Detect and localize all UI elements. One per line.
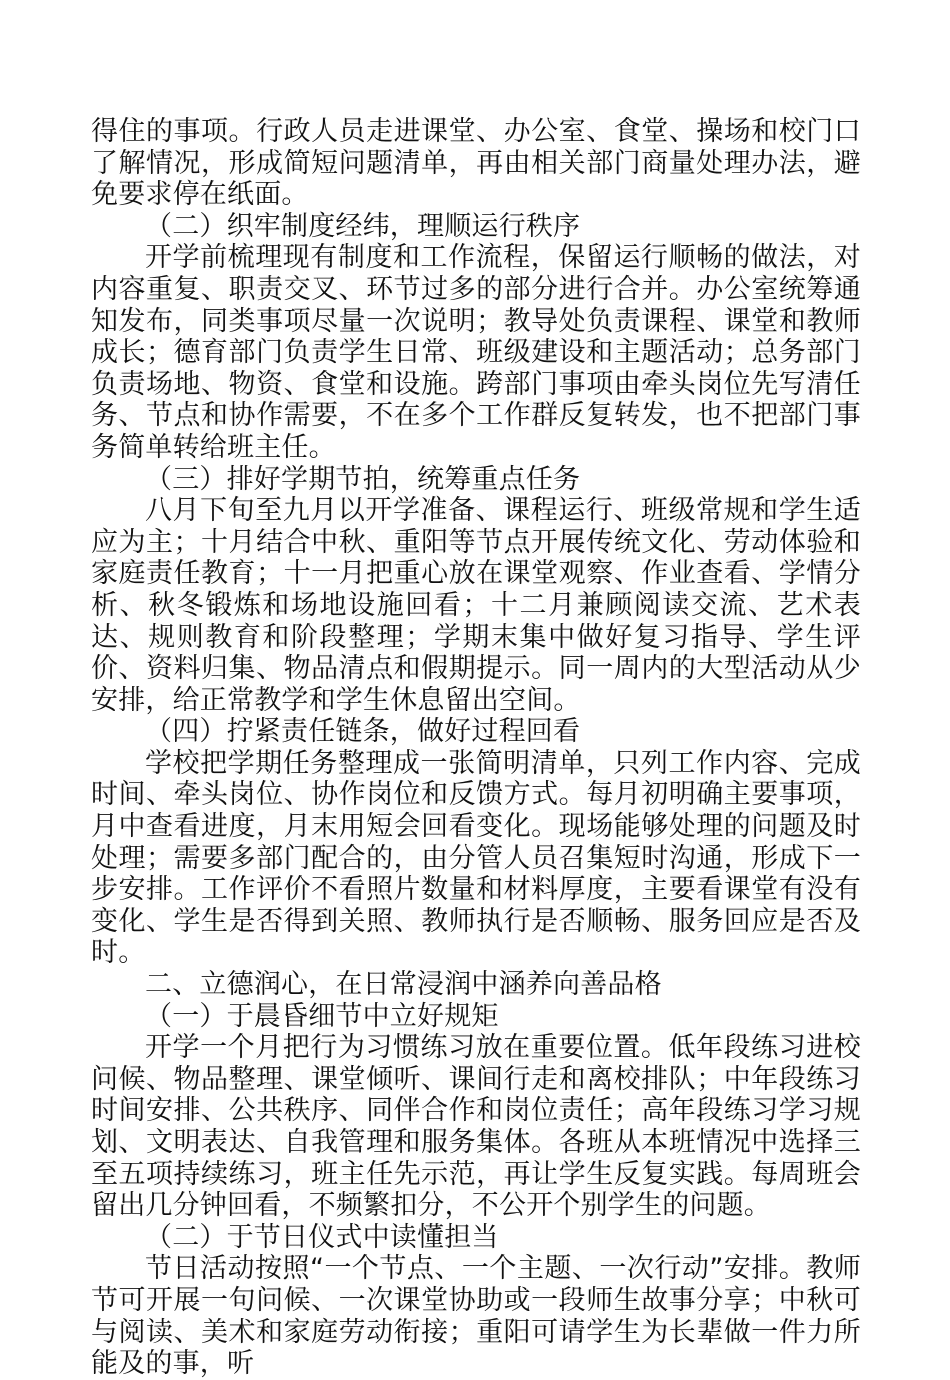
paragraph-continued: 得住的事项。行政人员走进课堂、办公室、食堂、操场和校门口了解情况，形成简短问题清单，再由相关部门商量处理办法，避免要求停在纸面。 bbox=[91, 116, 861, 211]
document-body bbox=[91, 116, 861, 1380]
paragraph: 开学前梳理现有制度和工作流程，保留运行顺畅的做法，对内容重复、职责交叉、环节过多的部分进行合并。办公室统筹通知发布，同类事项尽量一次说明；教导处负责课程、课堂和教师成长；德育部门负责学生日常、班级建设和主题活动；总务部门负责场地、物资、食堂和设施。跨部门事项由牵头岗位先写清任务、节点和协作需要，不在多个工作群反复转发，也不把部门事务简单转给班主任。 bbox=[91, 242, 861, 463]
paragraph: 开学一个月把行为习惯练习放在重要位置。低年段练习进校问候、物品整理、课堂倾听、课间行走和离校排队；中年段练习时间安排、公共秩序、同伴合作和岗位责任；高年段练习学习规划、文明表达、自我管理和服务集体。各班从本班情况中选择三至五项持续练习，班主任先示范，再让学生反复实践。每周班会留出几分钟回看，不频繁扣分，不公开个别学生的问题。 bbox=[91, 1032, 861, 1222]
section-heading: （二）织牢制度经纬，理顺运行秩序 bbox=[145, 210, 581, 242]
paragraph: 节日活动按照“一个节点、一个主题、一次行动”安排。教师节可开展一句问候、一次课堂协助或一段师生故事分享；中秋可与阅读、美术和家庭劳动衔接；重阳可请学生为长辈做一件力所能及的事，听 bbox=[91, 1253, 861, 1380]
paragraph: 学校把学期任务整理成一张简明清单，只列工作内容、完成时间、牵头岗位、协作岗位和反馈方式。每月初明确主要事项，月中查看进度，月末用短会回看变化。现场能够处理的问题及时处理；需要多部门配合的，由分管人员召集短时沟通，形成下一步安排。工作评价不看照片数量和材料厚度，主要看课堂有没有变化、学生是否得到关照、教师执行是否顺畅、服务回应是否及时。 bbox=[91, 747, 861, 969]
section-heading: （一）于晨昏细节中立好规矩 bbox=[145, 1000, 499, 1032]
section-heading: （三）排好学期节拍，统筹重点任务 bbox=[145, 463, 581, 495]
section-heading: （二）于节日仪式中读懂担当 bbox=[145, 1221, 499, 1253]
section-heading: （四）拧紧责任链条，做好过程回看 bbox=[145, 716, 581, 748]
paragraph: 八月下旬至九月以开学准备、课程运行、班级常规和学生适应为主；十月结合中秋、重阳等节点开展传统文化、劳动体验和家庭责任教育；十一月把重心放在课堂观察、作业查看、学情分析、秋冬锻炼和场地设施回看；十二月兼顾阅读交流、艺术表达、规则教育和阶段整理；学期末集中做好复习指导、学生评价、资料归集、物品清点和假期提示。同一周内的大型活动从少安排，给正常教学和学生休息留出空间。 bbox=[91, 495, 861, 716]
chapter-heading: 二、立德润心，在日常浸润中涵养向善品格 bbox=[145, 969, 662, 1001]
